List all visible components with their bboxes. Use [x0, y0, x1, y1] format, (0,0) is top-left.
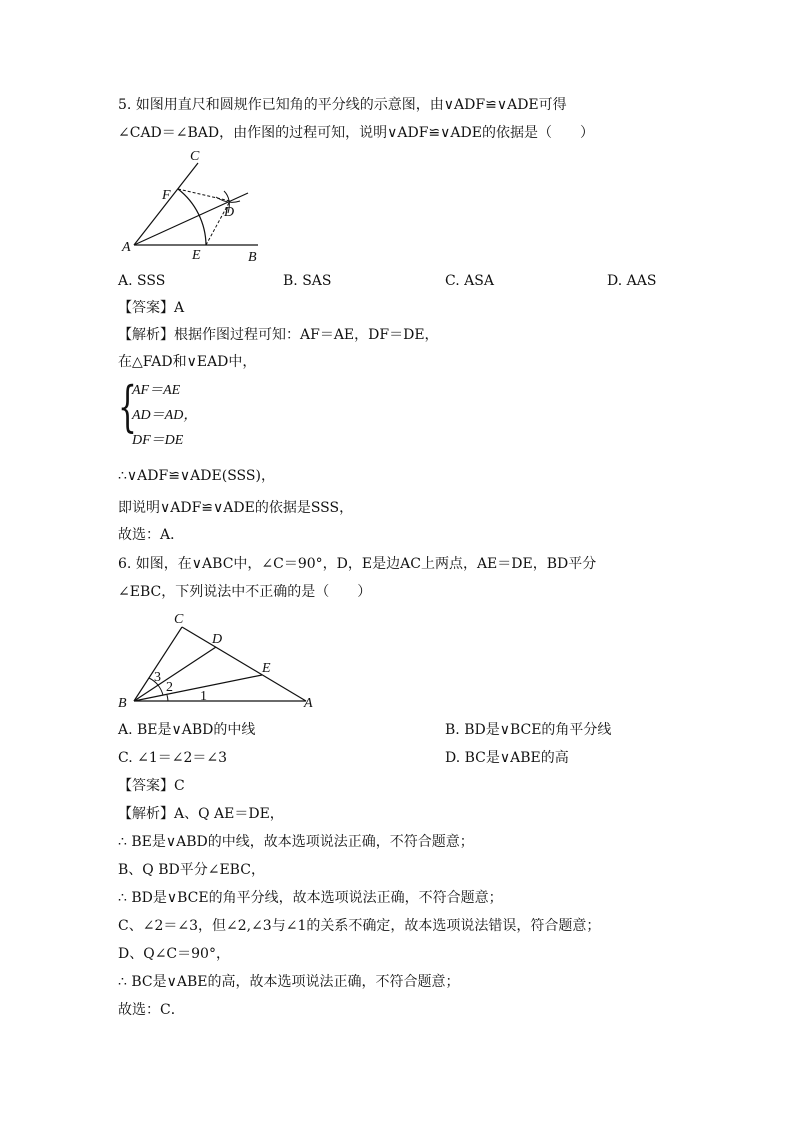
q5-option-a: A. SSS [118, 273, 166, 289]
label-c: C [190, 149, 200, 164]
q5-option-b: B. SAS [283, 273, 332, 289]
q5-option-d: D. AAS [607, 273, 657, 289]
label-angle-1: 1 [200, 689, 207, 704]
q6-answer: 【答案】C [118, 778, 185, 794]
q5-system-3: DF＝DE [132, 433, 184, 448]
q5-figure [112, 145, 272, 270]
ray-ac [134, 163, 198, 245]
angle-arc-2 [158, 685, 163, 695]
q6-option-c: C. ∠1＝∠2＝∠3 [118, 750, 228, 766]
q6-option-d: D. BC是∨ABE的高 [445, 750, 569, 766]
q6-analysis-6: D、Q∠C＝90°， [118, 946, 230, 962]
q6-option-a: A. BE是∨ABD的中线 [118, 722, 256, 738]
q6-analysis-1: 【解析】A、Q AE＝DE， [118, 806, 284, 822]
q5-system-1: AF＝AE [132, 383, 181, 398]
angle-arc-1 [167, 695, 168, 701]
label-b: B [118, 696, 127, 711]
q6-analysis-8: 故选：C． [118, 1002, 185, 1018]
q6-analysis-5: C、∠2＝∠3，但∠2,∠3与∠1的关系不确定，故本选项说法错误，符合题意； [118, 918, 601, 934]
label-d: D [224, 205, 235, 220]
q6-stem-line2: ∠EBC，下列说法中不正确的是（ ） [118, 584, 372, 600]
label-e: E [192, 248, 201, 263]
q6-analysis-2: ∴ BE是∨ABD的中线，故本选项说法正确，不符合题意； [118, 834, 474, 850]
label-a: A [304, 696, 313, 711]
label-b: B [248, 250, 257, 265]
q5-answer: 【答案】A [118, 300, 185, 316]
label-angle-2: 2 [166, 680, 173, 695]
q6-option-b: B. BD是∨BCE的角平分线 [445, 722, 612, 738]
q5-conclusion-1: ∴∨ADF≌∨ADE(SSS)， [118, 468, 275, 484]
label-e: E [262, 661, 271, 676]
q5-option-c: C. ASA [445, 273, 494, 289]
q5-analysis-2: 在△FAD和∨EAD中， [118, 354, 257, 370]
label-a: A [122, 240, 131, 255]
q5-conclusion-2: 即说明∨ADF≌∨ADE的依据是SSS， [118, 500, 354, 516]
label-d: D [212, 632, 223, 647]
segment-fd [178, 189, 230, 201]
side-bc [134, 627, 182, 701]
label-angle-3: 3 [154, 670, 161, 685]
q6-analysis-7: ∴ BC是∨ABE的高，故本选项说法正确，不符合题意； [118, 974, 460, 990]
q5-analysis-1: 【解析】根据作图过程可知：AF＝AE，DF＝DE， [118, 327, 439, 343]
q6-analysis-3: B、Q BD平分∠EBC， [118, 862, 265, 878]
q5-conclusion-3: 故选：A． [118, 527, 185, 543]
q6-analysis-4: ∴ BD是∨BCE的角平分线，故本选项说法正确，不符合题意； [118, 890, 503, 906]
arc-ef [178, 189, 206, 245]
label-c: C [174, 612, 184, 627]
q5-stem-line1: 5. 如图用直尺和圆规作已知角的平分线的示意图，由∨ADF≌∨ADE可得 [118, 97, 567, 113]
q5-stem-line2: ∠CAD＝∠BAD，由作图的过程可知，说明∨ADF≌∨ADE的依据是（ ） [118, 125, 594, 141]
label-f: F [162, 188, 171, 203]
q6-figure [112, 605, 322, 715]
q6-stem-line1: 6. 如图，在∨ABC中，∠C＝90°，D，E是边AC上两点，AE＝DE，BD平分 [118, 556, 597, 572]
q5-system-2: AD＝AD， [132, 408, 198, 423]
system-brace: { [118, 375, 137, 438]
